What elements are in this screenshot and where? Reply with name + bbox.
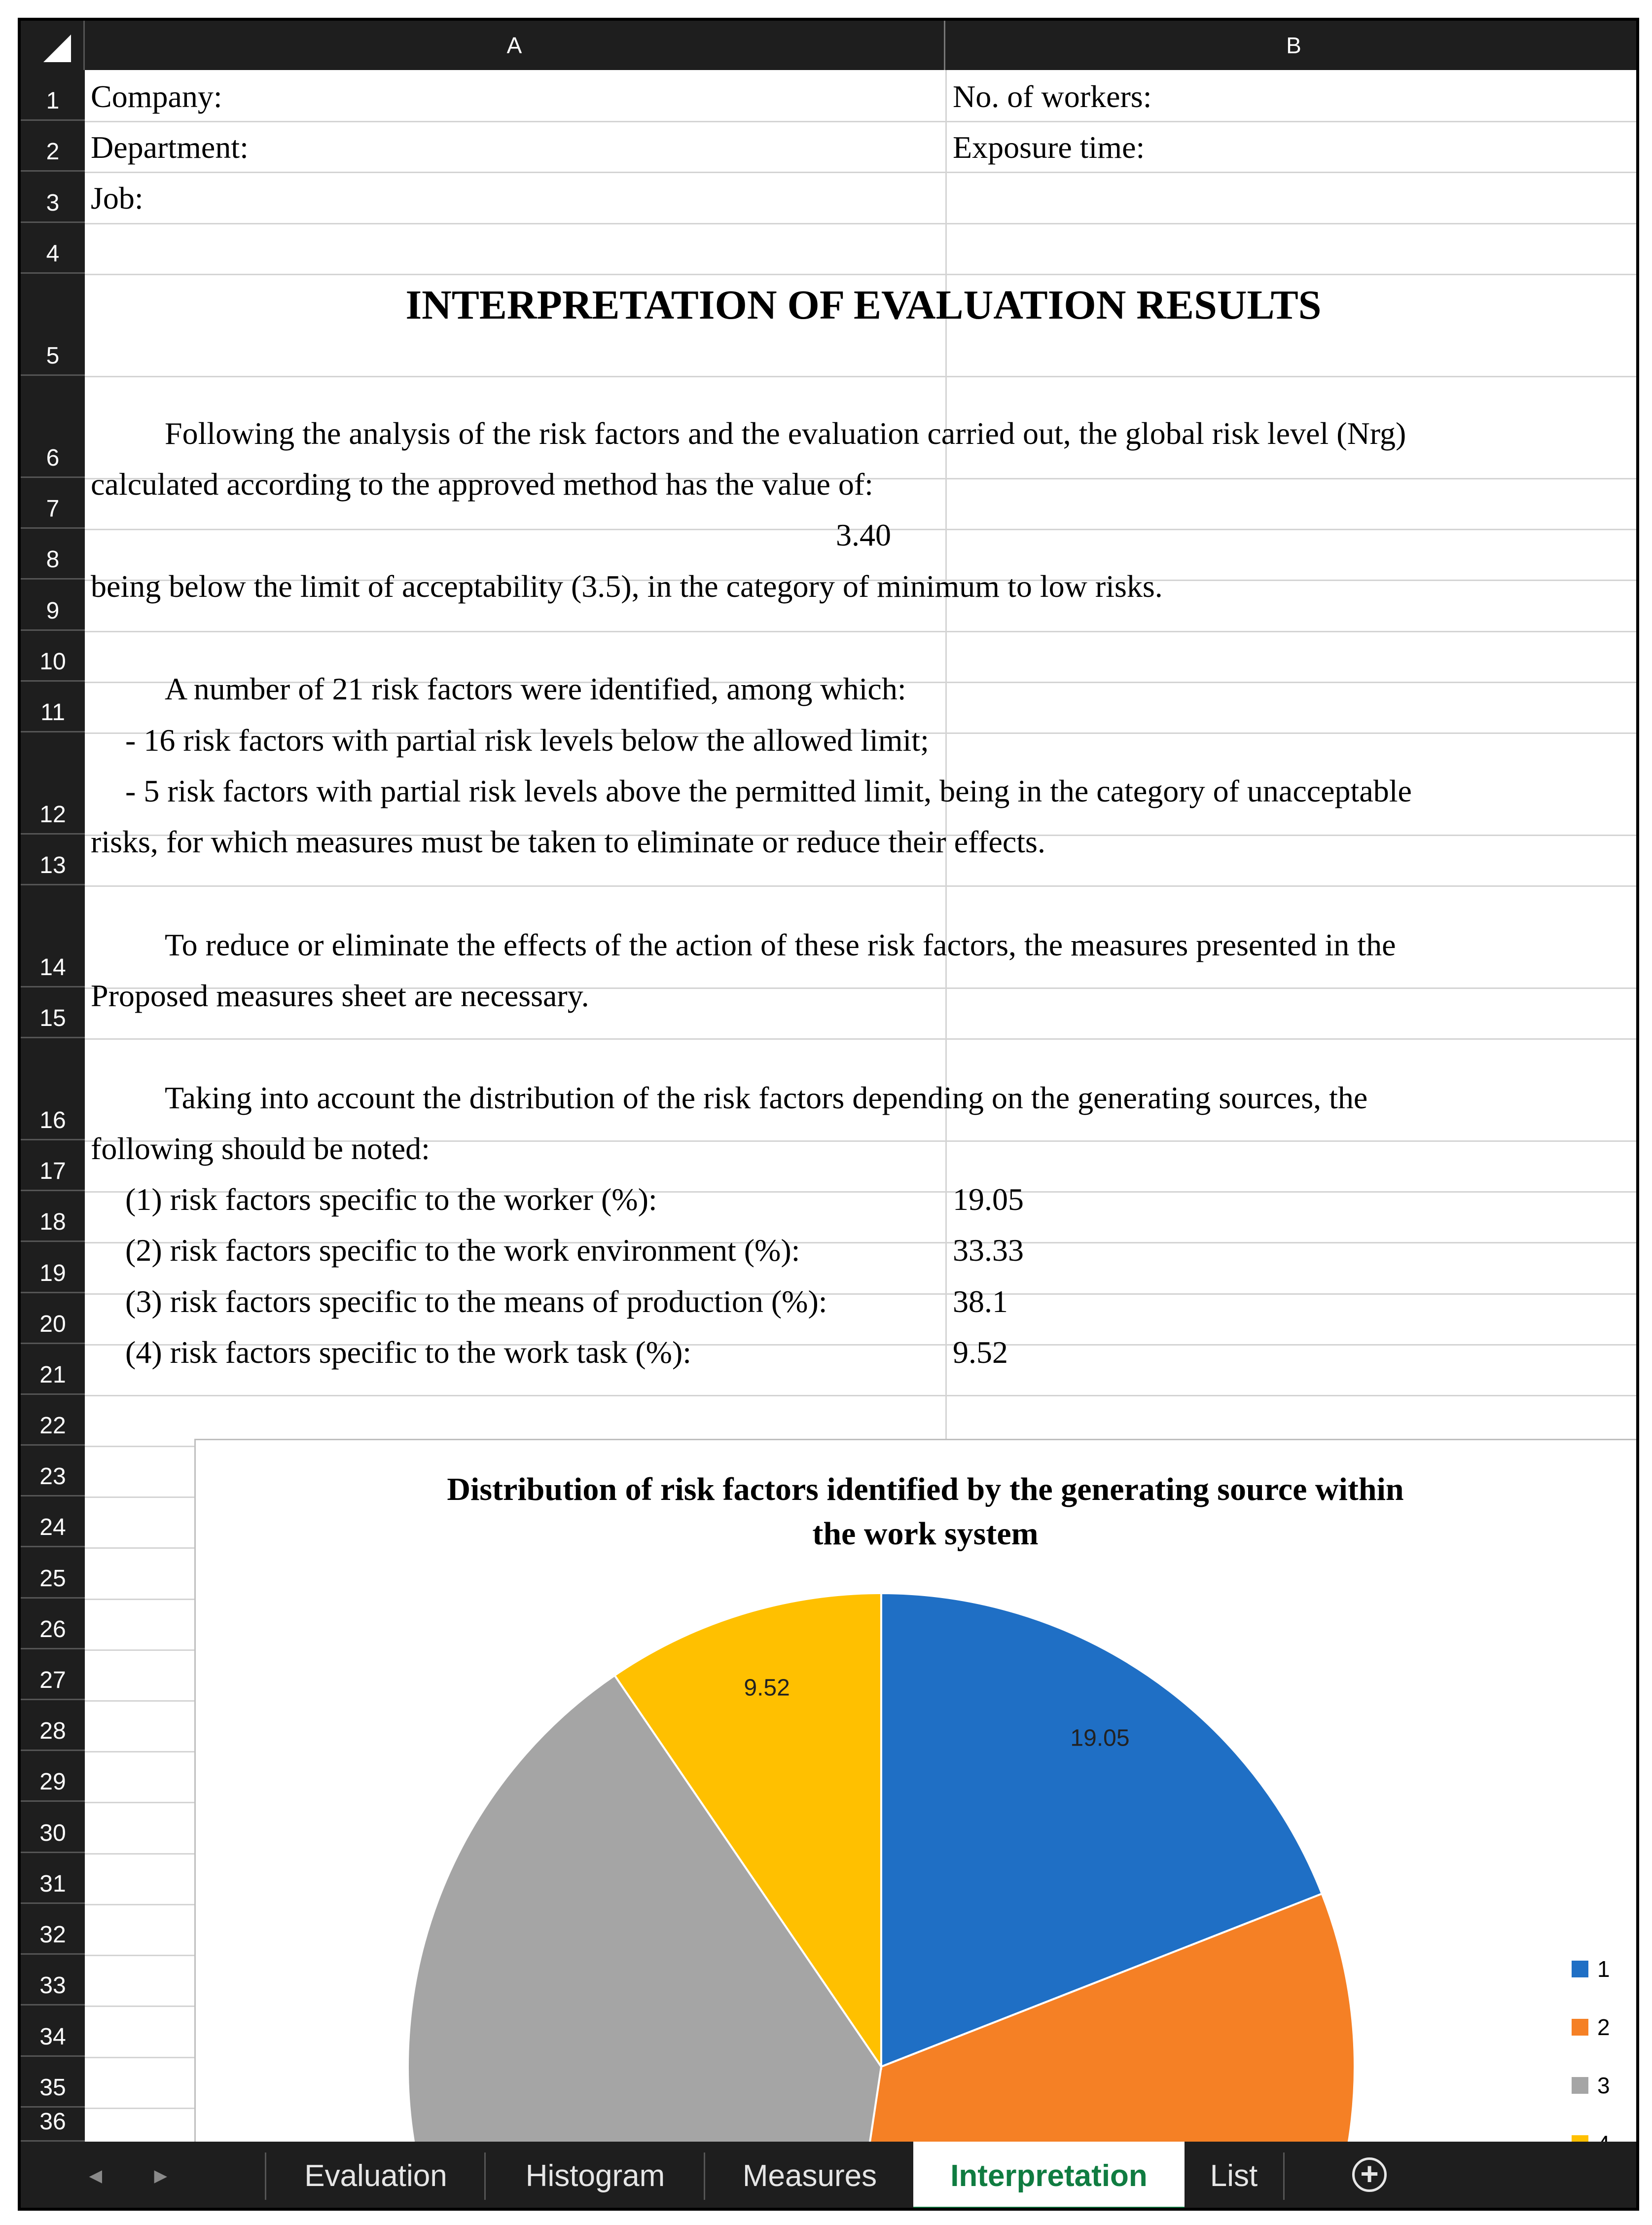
cell-a12[interactable]: - 16 risk factors with partial risk levels below the allowed limit; — [125, 723, 929, 758]
tab-list[interactable]: List — [1210, 2159, 1258, 2193]
cell-a2[interactable]: Department: — [91, 130, 249, 165]
row-header-25[interactable]: 25 — [21, 1547, 85, 1599]
chart-title-line2: the work system — [812, 1516, 1039, 1552]
cell-a21[interactable]: (4) risk factors specific to the work task (%): — [125, 1335, 692, 1370]
row-header-26[interactable]: 26 — [21, 1599, 85, 1649]
tab-histogram[interactable]: Histogram — [525, 2159, 665, 2193]
row-header-33[interactable]: 33 — [21, 1955, 85, 2006]
tab-interpretation[interactable]: Interpretation — [913, 2142, 1185, 2211]
cell-b18[interactable]: 19.05 — [953, 1182, 1024, 1217]
add-sheet-icon[interactable]: + — [1352, 2157, 1387, 2192]
prev-sheet-arrow-icon[interactable]: ◄ — [85, 2164, 107, 2188]
row-gridline — [85, 631, 1639, 632]
row-header-4[interactable]: 4 — [21, 223, 85, 274]
cell-a1[interactable]: Company: — [91, 79, 222, 114]
legend-label: 3 — [1597, 2073, 1610, 2098]
legend-swatch-icon — [1572, 1961, 1588, 1977]
cell-a11[interactable]: A number of 21 risk factors were identified, among which: — [165, 671, 906, 706]
spreadsheet-window — [18, 18, 1639, 2211]
row-gridline — [85, 376, 1639, 377]
next-sheet-arrow-icon[interactable]: ► — [150, 2164, 172, 2188]
row-header-24[interactable]: 24 — [21, 1496, 85, 1547]
cell-a7-line1[interactable]: Following the analysis of the risk factors and the evaluation carried out, the global risk level (Nrg) — [165, 416, 1406, 451]
chart-title-line1: Distribution of risk factors identified by the generating source within — [447, 1471, 1404, 1507]
row-header-12[interactable]: 12 — [21, 732, 85, 835]
cell-a13-line1[interactable]: - 5 risk factors with partial risk levels above the permitted limit, being in the category of unacceptable — [125, 773, 1412, 808]
cell-a17-line2[interactable]: following should be noted: — [91, 1131, 430, 1166]
row-header-column — [21, 70, 85, 2142]
row-header-20[interactable]: 20 — [21, 1293, 85, 1344]
row-header-16[interactable]: 16 — [21, 1038, 85, 1140]
row-gridline — [85, 172, 1639, 173]
row-header-7[interactable]: 7 — [21, 478, 85, 529]
cell-a20[interactable]: (3) risk factors specific to the means of production (%): — [125, 1284, 827, 1319]
cell-a15-line2[interactable]: Proposed measures sheet are necessary. — [91, 978, 589, 1013]
sheet-tab-bar — [21, 2142, 1636, 2211]
cell-a9[interactable]: being below the limit of acceptability (3.5), in the category of minimum to low risks. — [91, 569, 1163, 604]
row-header-27[interactable]: 27 — [21, 1649, 85, 1700]
row-header-29[interactable]: 29 — [21, 1751, 85, 1802]
row-header-10[interactable]: 10 — [21, 631, 85, 682]
data-label-1: 19.05 — [1070, 1725, 1130, 1751]
row-header-1[interactable]: 1 — [21, 70, 85, 121]
row-header-9[interactable]: 9 — [21, 580, 85, 631]
cell-b2[interactable]: Exposure time: — [953, 130, 1145, 165]
row-header-15[interactable]: 15 — [21, 987, 85, 1038]
row-header-31[interactable]: 31 — [21, 1853, 85, 1904]
tab-evaluation[interactable]: Evaluation — [304, 2159, 447, 2193]
row-gridline — [85, 274, 1639, 275]
legend-label: 2 — [1597, 2014, 1610, 2040]
row-header-28[interactable]: 28 — [21, 1700, 85, 1751]
row-header-32[interactable]: 32 — [21, 1904, 85, 1955]
select-all-triangle-icon — [43, 35, 71, 62]
pie-plot-area — [196, 1440, 1639, 2191]
tab-measures[interactable]: Measures — [742, 2159, 877, 2193]
row-header-11[interactable]: 11 — [21, 682, 85, 732]
select-all-corner[interactable] — [21, 21, 85, 70]
row-header-19[interactable]: 19 — [21, 1242, 85, 1293]
cell-a7-line2[interactable]: calculated according to the approved method has the value of: — [91, 467, 873, 502]
cell-a3[interactable]: Job: — [91, 181, 144, 216]
cell-grid[interactable] — [85, 70, 1639, 2142]
cell-b20[interactable]: 38.1 — [953, 1284, 1008, 1319]
row-header-2[interactable]: 2 — [21, 121, 85, 172]
row-header-21[interactable]: 21 — [21, 1344, 85, 1395]
legend-swatch-icon — [1572, 2077, 1588, 2094]
cell-a19[interactable]: (2) risk factors specific to the work environment (%): — [125, 1233, 800, 1268]
page-title[interactable]: INTERPRETATION OF EVALUATION RESULTS — [405, 282, 1322, 328]
row-header-36[interactable]: 36 — [21, 2108, 85, 2142]
row-header-22[interactable]: 22 — [21, 1395, 85, 1446]
column-header-b[interactable]: B — [1286, 33, 1301, 58]
row-header-3[interactable]: 3 — [21, 172, 85, 223]
column-header-bar — [21, 21, 1636, 70]
legend-item-1[interactable] — [1572, 1956, 1610, 1982]
row-gridline — [85, 885, 1639, 887]
legend-item-2[interactable] — [1572, 2014, 1610, 2041]
row-header-35[interactable]: 35 — [21, 2057, 85, 2108]
row-header-8[interactable]: 8 — [21, 529, 85, 580]
row-header-6[interactable]: 6 — [21, 376, 85, 478]
data-label-4: 9.52 — [744, 1675, 790, 1701]
cell-a17-line1[interactable]: Taking into account the distribution of the risk factors depending on the generating sources, the — [165, 1080, 1368, 1115]
cell-b21[interactable]: 9.52 — [953, 1335, 1008, 1370]
column-header-a[interactable]: A — [85, 21, 945, 70]
row-gridline — [85, 1395, 1639, 1396]
row-header-14[interactable]: 14 — [21, 885, 85, 987]
legend-swatch-icon — [1572, 2019, 1588, 2036]
row-header-30[interactable]: 30 — [21, 1802, 85, 1853]
cell-a13-line2[interactable]: risks, for which measures must be taken to eliminate or reduce their effects. — [91, 824, 1045, 859]
row-header-23[interactable]: 23 — [21, 1446, 85, 1496]
row-header-18[interactable]: 18 — [21, 1191, 85, 1242]
row-header-13[interactable]: 13 — [21, 835, 85, 885]
row-header-34[interactable]: 34 — [21, 2006, 85, 2057]
cell-a8-risk-value[interactable]: 3.40 — [836, 517, 891, 552]
row-gridline — [85, 121, 1639, 122]
row-gridline — [85, 223, 1639, 224]
cell-b1[interactable]: No. of workers: — [953, 79, 1152, 114]
legend-item-3[interactable] — [1572, 2072, 1610, 2099]
legend-label: 1 — [1597, 1956, 1610, 1982]
row-header-5[interactable]: 5 — [21, 274, 85, 376]
row-header-17[interactable]: 17 — [21, 1140, 85, 1191]
pie-chart[interactable] — [194, 1439, 1639, 2191]
cell-b19[interactable]: 33.33 — [953, 1233, 1024, 1268]
cell-a18[interactable]: (1) risk factors specific to the worker (%): — [125, 1182, 657, 1217]
row-gridline — [85, 1038, 1639, 1040]
cell-a15-line1[interactable]: To reduce or eliminate the effects of the action of these risk factors, the measures presented in the — [165, 927, 1396, 962]
